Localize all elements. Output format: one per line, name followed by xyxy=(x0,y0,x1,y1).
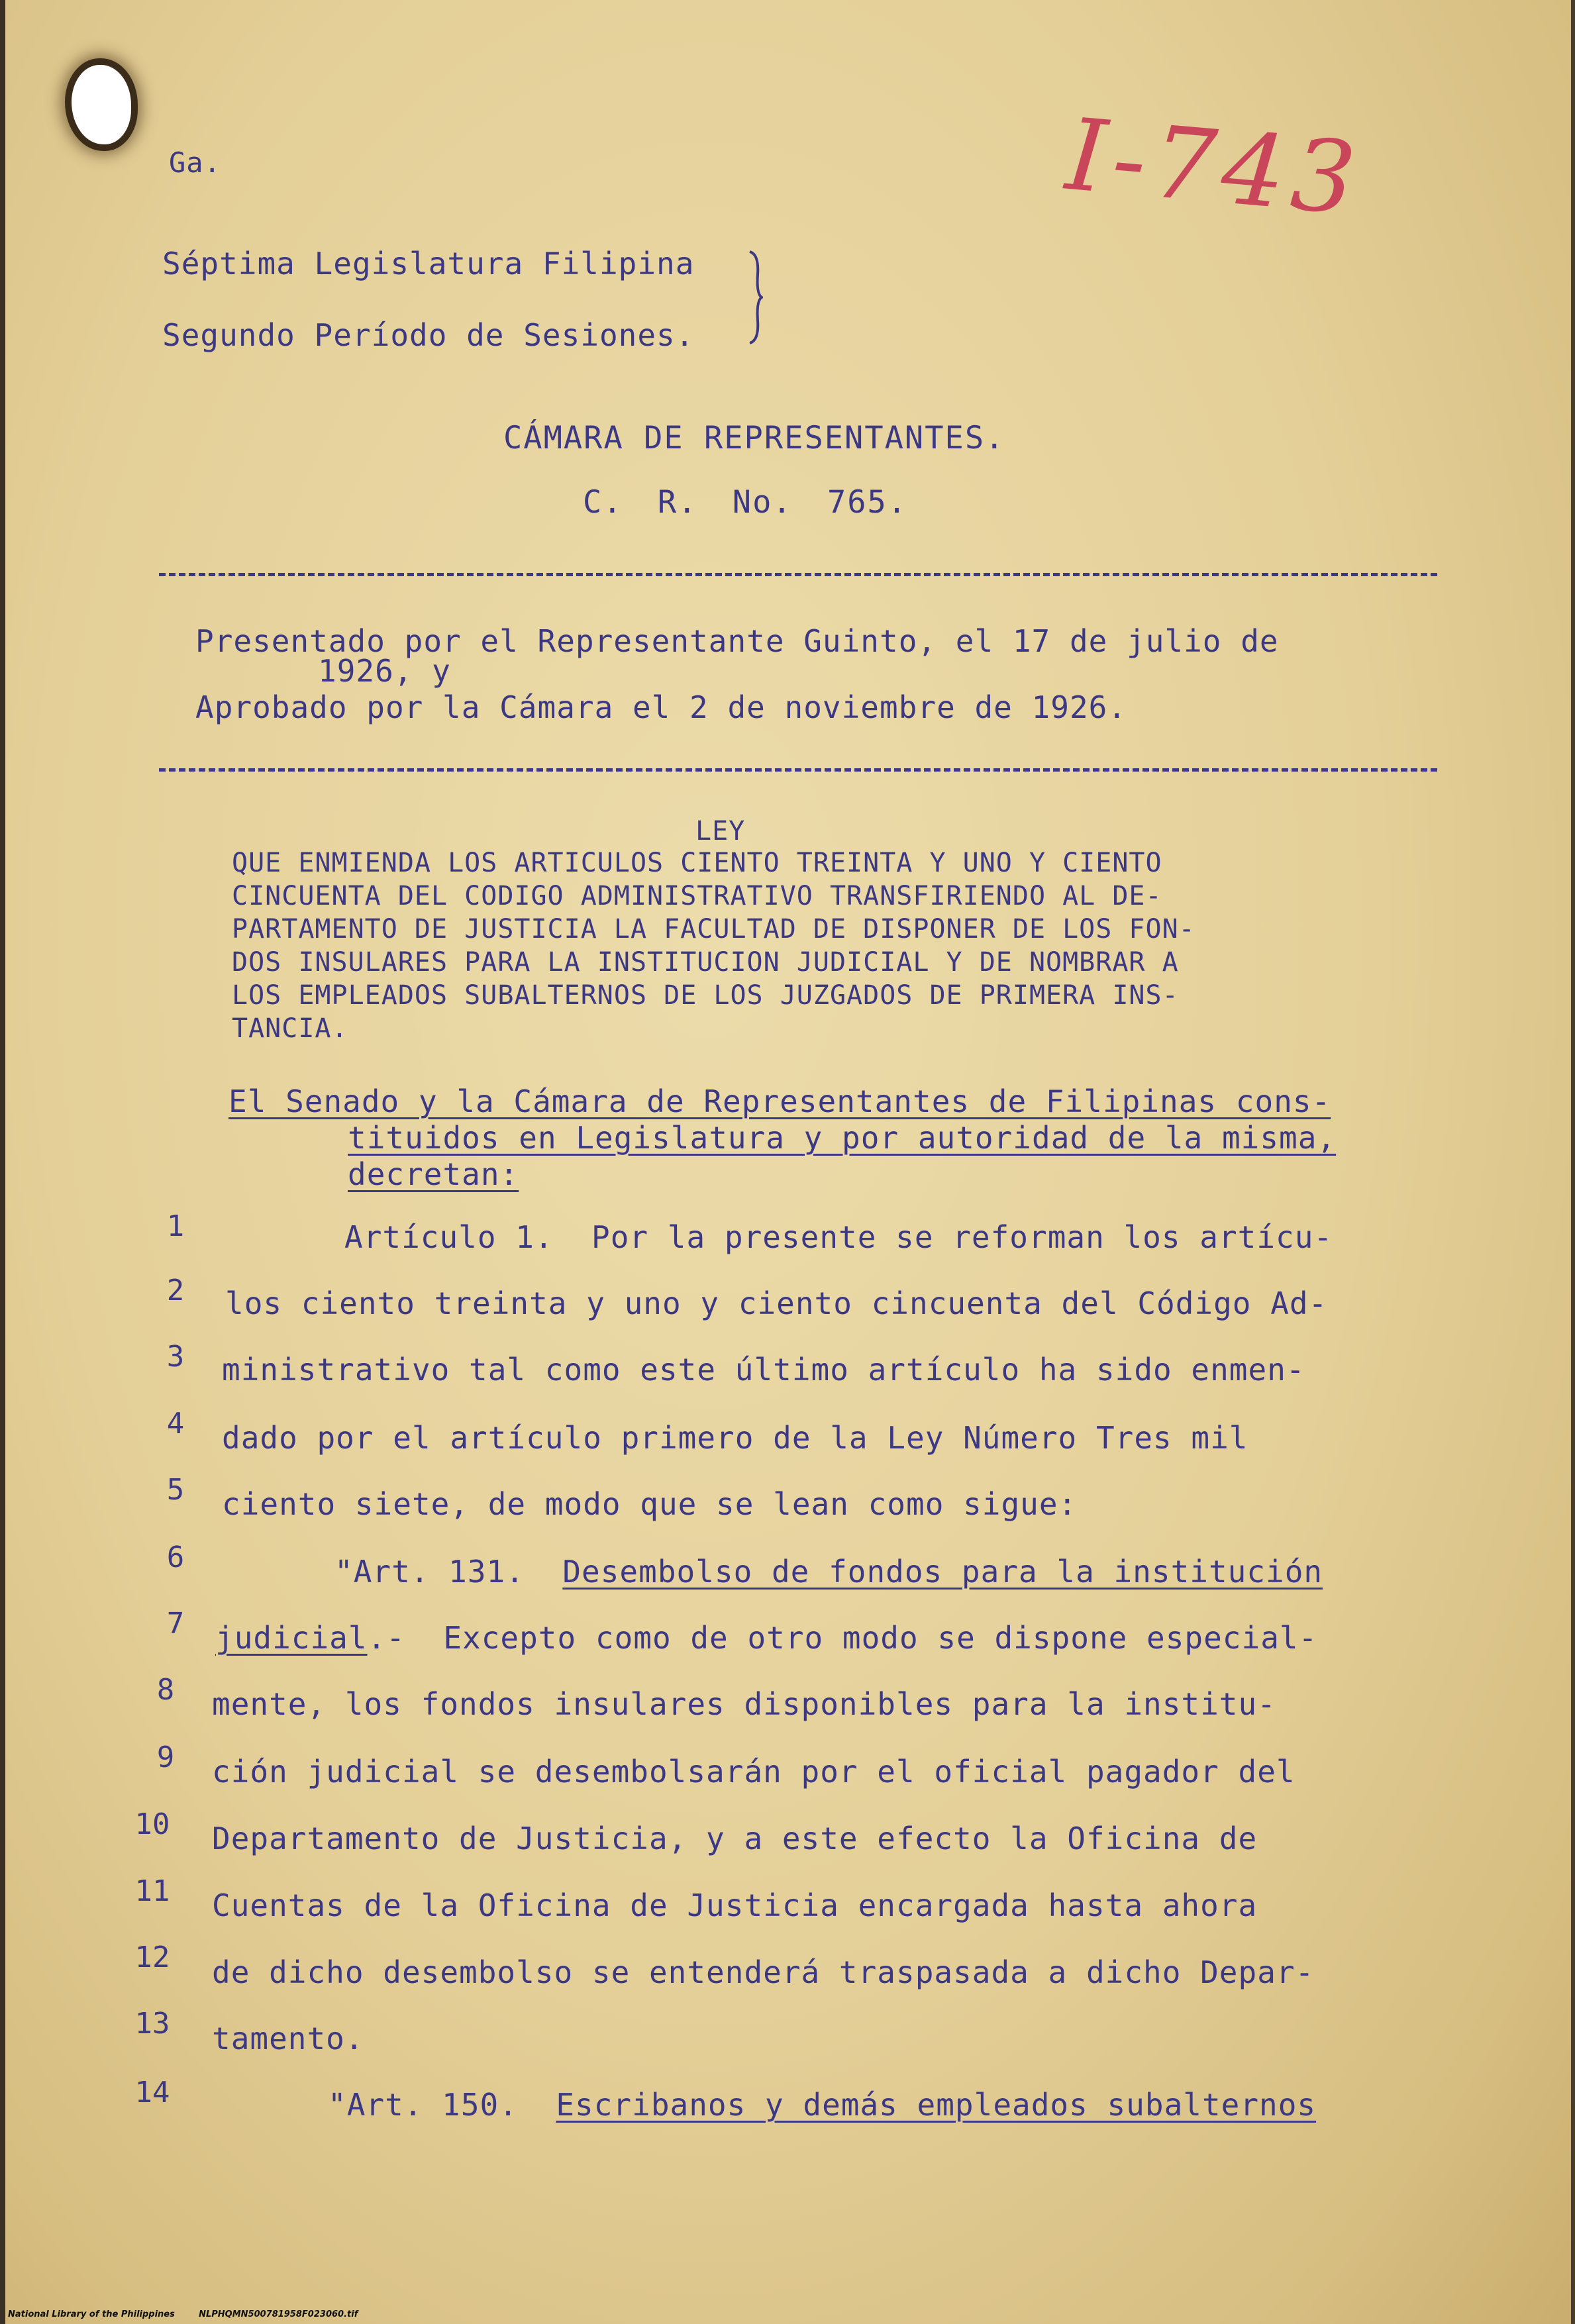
line-number: 8 xyxy=(156,1673,175,1707)
law-title-line-4: DOS INSULARES PARA LA INSTITUCION JUDICIAL Y DE NOMBRAR A xyxy=(232,947,1179,978)
body-text: ciento siete, de modo que se lean como sigue: xyxy=(222,1486,1078,1522)
body-line-6 xyxy=(334,1554,1323,1590)
line-number: 13 xyxy=(134,2007,170,2041)
body-line-11 xyxy=(212,1890,1257,1921)
header-brace xyxy=(748,250,763,344)
body-text: Artículo 1. Por la presente se reforman los artícu- xyxy=(344,1219,1333,1255)
file-id: NLPHQMN500781958F023060.tif xyxy=(199,2309,358,2319)
line-number: 6 xyxy=(166,1541,185,1574)
line-number: 12 xyxy=(134,1941,170,1974)
presentation-line-1: Presentado por el Representante Guinto, el 17 de julio de xyxy=(195,623,1279,659)
law-title-line-2: CINCUENTA DEL CODIGO ADMINISTRATIVO TRANSFIRIENDO AL DE- xyxy=(232,881,1162,911)
law-title-line-6: TANCIA. xyxy=(232,1013,348,1044)
divider-top xyxy=(159,573,1437,576)
handwritten-note: I-743 xyxy=(1062,97,1366,238)
body-text: .- Excepto como de otro modo se dispone especial- xyxy=(367,1620,1318,1656)
body-text: los ciento treinta y uno y ciento cincuenta del Código Ad- xyxy=(225,1286,1328,1321)
law-title-line-1: QUE ENMIENDA LOS ARTICULOS CIENTO TREINTA Y UNO Y CIENTO xyxy=(232,848,1162,878)
scan-footer xyxy=(8,2309,358,2319)
body-line-4 xyxy=(222,1420,1248,1456)
presentation-line-3: Aprobado por la Cámara el 2 de noviembre de 1926. xyxy=(195,689,1127,725)
line-number: 9 xyxy=(156,1741,175,1774)
line-number: 14 xyxy=(134,2076,170,2109)
article-heading-cont: judicial xyxy=(215,1620,368,1656)
chamber-title: CÁMARA DE REPRESENTANTES. xyxy=(503,420,1005,456)
divider-bottom xyxy=(159,768,1437,772)
body-text: "Art. 131. xyxy=(334,1554,563,1590)
body-text: de dicho desembolso se entenderá traspasada a dicho Depar- xyxy=(212,1954,1315,1990)
body-text: Departamento de Justicia, y a este efecto la Oficina de xyxy=(212,1821,1258,1856)
body-text: ministrativo tal como este último artículo ha sido enmen- xyxy=(222,1352,1305,1388)
body-line-3 xyxy=(222,1352,1305,1388)
body-text: "Art. 150. xyxy=(328,2087,556,2123)
library-name: National Library of the Philippines xyxy=(8,2309,175,2319)
legislature-name: Séptima Legislatura Filipina xyxy=(162,246,695,281)
body-line-9 xyxy=(212,1754,1296,1790)
body-line-13 xyxy=(212,2023,364,2054)
body-text: dado por el artículo primero de la Ley Número Tres mil xyxy=(222,1420,1248,1456)
law-label: LEY xyxy=(695,816,746,846)
enacting-line-1: El Senado y la Cámara de Representantes de Filipinas cons- xyxy=(229,1084,1331,1119)
enacting-line-2: tituidos en Legislatura y por autoridad de la misma, xyxy=(348,1120,1337,1156)
law-title-line-5: LOS EMPLEADOS SUBALTERNOS DE LOS JUZGADOS DE PRIMERA INS- xyxy=(232,980,1179,1011)
line-number: 1 xyxy=(166,1209,185,1243)
body-text: Cuentas de la Oficina de Justicia encargada hasta ahora xyxy=(212,1888,1258,1923)
body-line-12 xyxy=(212,1954,1315,1990)
enacting-line-3: decretan: xyxy=(348,1156,519,1192)
scan-edge-right xyxy=(1571,0,1575,2324)
body-line-10 xyxy=(212,1823,1257,1854)
body-line-8 xyxy=(212,1686,1276,1722)
session-name: Segundo Período de Sesiones. xyxy=(162,317,695,353)
line-number: 4 xyxy=(166,1407,185,1440)
bill-number: C. R. No. 765. xyxy=(583,484,908,521)
law-title-line-3: PARTAMENTO DE JUSTICIA LA FACULTAD DE DISPONER DE LOS FON- xyxy=(232,914,1195,944)
article-heading-131: Desembolso de fondos para la institución xyxy=(562,1554,1323,1590)
binding-hole xyxy=(72,65,131,144)
body-line-14 xyxy=(328,2087,1317,2123)
header-code: Ga. xyxy=(169,146,221,179)
body-text: mente, los fondos insulares disponibles para la institu- xyxy=(212,1686,1276,1722)
line-number: 2 xyxy=(166,1274,185,1307)
body-line-1 xyxy=(344,1219,1333,1255)
scan-edge-left xyxy=(0,0,5,2324)
line-number: 5 xyxy=(166,1473,185,1507)
line-number: 10 xyxy=(134,1807,170,1841)
line-number: 7 xyxy=(166,1607,185,1641)
body-text: tamento. xyxy=(212,2021,364,2056)
line-number: 11 xyxy=(134,1874,170,1908)
presentation-line-2: 1926, y xyxy=(318,653,451,689)
body-line-5 xyxy=(222,1486,1078,1522)
body-line-7 xyxy=(215,1620,1318,1656)
body-line-2 xyxy=(225,1288,1327,1319)
line-number: 3 xyxy=(166,1340,185,1374)
article-heading-150: Escribanos y demás empleados subalternos xyxy=(556,2087,1317,2123)
body-text: ción judicial se desembolsarán por el oficial pagador del xyxy=(212,1754,1296,1790)
